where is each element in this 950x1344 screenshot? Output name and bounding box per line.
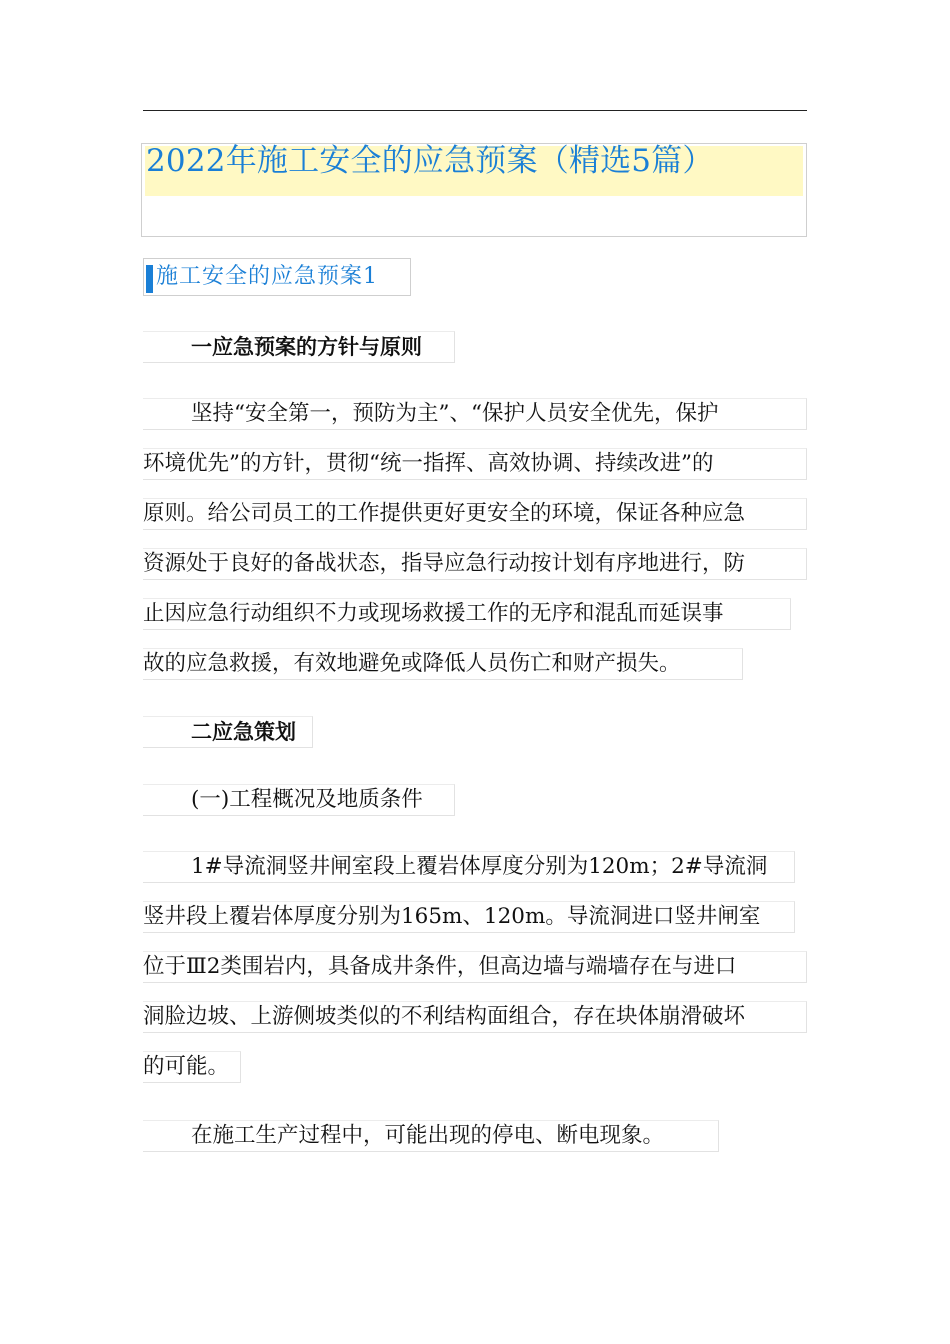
section-marker-bar bbox=[146, 265, 153, 293]
paragraph-line bbox=[143, 598, 791, 630]
paragraph-line bbox=[143, 901, 795, 933]
paragraph-line bbox=[143, 1001, 807, 1033]
section-heading-text: 施工安全的应急预案1 bbox=[156, 264, 378, 289]
paragraph-text: 的可能。 bbox=[143, 1054, 230, 1079]
heading-text: 二应急策划 bbox=[191, 720, 296, 744]
paragraph-text: 止因应急行动组织不力或现场救援工作的无序和混乱而延误事 bbox=[143, 601, 724, 626]
paragraph-line bbox=[143, 448, 807, 480]
paragraph-text: 在施工生产过程中，可能出现的停电、断电现象。 bbox=[191, 1123, 665, 1148]
paragraph-line bbox=[143, 498, 807, 530]
paragraph-text: 坚持“安全第一，预防为主”、“保护人员安全优先，保护 bbox=[191, 401, 719, 426]
heading-principles bbox=[143, 331, 455, 363]
document-title: 2022年施工安全的应急预案（精选5篇） bbox=[146, 143, 714, 179]
paragraph-text: 位于Ⅲ2类围岩内，具备成井条件，但高边墙与端墙存在与进口 bbox=[143, 954, 737, 979]
paragraph-line bbox=[143, 1120, 719, 1152]
paragraph-line bbox=[143, 851, 795, 883]
paragraph-line bbox=[143, 548, 807, 580]
paragraph-text: 1#导流洞竖井闸室段上覆岩体厚度分别为120m；2#导流洞 bbox=[191, 854, 768, 879]
paragraph-line bbox=[143, 951, 807, 983]
heading-planning bbox=[143, 716, 313, 748]
title-box bbox=[141, 143, 807, 237]
paragraph-line bbox=[143, 398, 807, 430]
heading-text: 一应急预案的方针与原则 bbox=[191, 335, 422, 359]
paragraph-line bbox=[143, 648, 743, 680]
paragraph-text: 原则。给公司员工的工作提供更好更安全的环境，保证各种应急 bbox=[143, 501, 746, 526]
paragraph-text: 资源处于良好的备战状态，指导应急行动按计划有序地进行，防 bbox=[143, 551, 746, 576]
paragraph-text: 竖井段上覆岩体厚度分别为165m、120m。导流洞进口竖井闸室 bbox=[143, 904, 761, 929]
subheading-conditions bbox=[143, 784, 455, 816]
subheading-text: (一)工程概况及地质条件 bbox=[191, 787, 423, 812]
header-rule bbox=[143, 110, 807, 111]
paragraph-text: 环境优先”的方针，贯彻“统一指挥、高效协调、持续改进”的 bbox=[143, 451, 714, 476]
paragraph-line bbox=[143, 1051, 241, 1083]
section-heading bbox=[143, 258, 411, 296]
paragraph-text: 洞脸边坡、上游侧坡类似的不利结构面组合，存在块体崩滑破坏 bbox=[143, 1004, 746, 1029]
paragraph-text: 故的应急救援，有效地避免或降低人员伤亡和财产损失。 bbox=[143, 651, 681, 676]
